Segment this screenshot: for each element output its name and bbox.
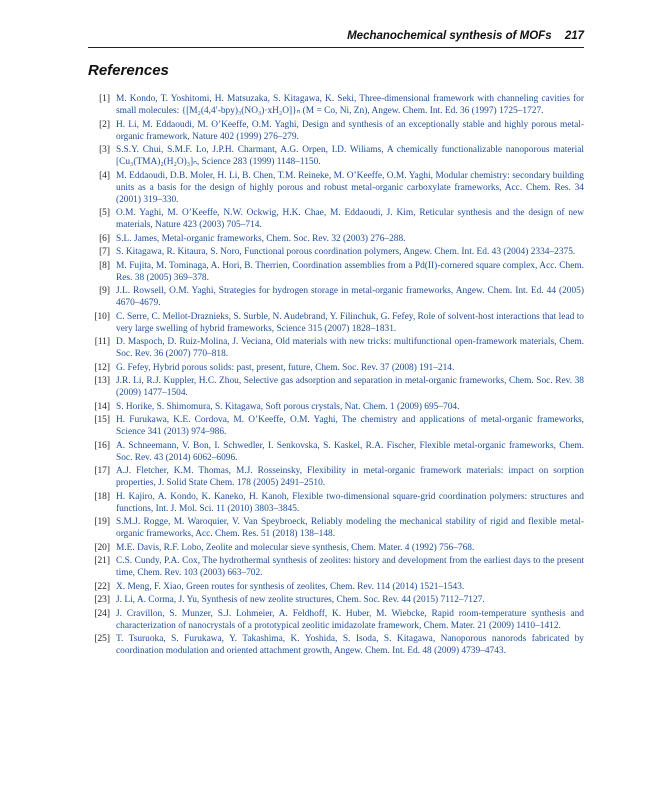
reference-number: [16] (94, 440, 110, 451)
reference-item (88, 260, 584, 284)
reference-number: [25] (94, 634, 110, 644)
reference-text[interactable]: M. Kondo, T. Yoshitomi, H. Matsuzaka, S. Kitagawa, K. Seki, Three-dimensional framework with channeling cavities for small molecules: {[M₂(4,4′-bpy)₃(NO₃)·xH₂O]}ₙ (M = Co, Ni, Zn), Angew. Chem. Int. Ed. 36 (1997) 1725–1727. (116, 94, 584, 116)
reference-item (88, 414, 584, 438)
reference-text[interactable]: H. Furukawa, K.E. Cordova, M. O’Keeffe, O.M. Yaghi, The chemistry and applications of metal-organic frameworks, Science 341 (2013) 974–986. (116, 415, 584, 437)
reference-text[interactable]: S.L. James, Metal-organic frameworks, Chem. Soc. Rev. 32 (2003) 276–288. (116, 233, 406, 244)
reference-item (88, 362, 584, 374)
reference-number: [10] (94, 311, 110, 322)
reference-text[interactable]: J.R. Li, R.J. Kuppler, H.C. Zhou, Selective gas adsorption and separation in metal-organic frameworks, Chem. Soc. Rev. 38 (2009) 1477–1504. (116, 376, 584, 398)
header-rule (88, 47, 584, 48)
reference-text[interactable]: S.S.Y. Chui, S.M.F. Lo, J.P.H. Charmant, A.G. Orpen, I.D. Wiliams, A chemically functionalizable nanoporous material [Cu₃(TMA)₂(H₂O)₃]ₙ, Science 283 (1999) 1148–1150. (116, 145, 584, 167)
reference-text[interactable]: A.J. Fletcher, K.M. Thomas, M.J. Rosseinsky, Flexibility in metal-organic framework materials: impact on sorption properties, J. Solid State Chem. 178 (2005) 2491–2510. (116, 466, 584, 488)
reference-number: [6] (99, 233, 110, 244)
reference-item (88, 633, 584, 657)
reference-number: [7] (99, 247, 110, 257)
reference-text[interactable]: X. Meng, F. Xiao, Green routes for synthesis of zeolites, Chem. Rev. 114 (2014) 1521–1543. (116, 581, 465, 592)
reference-number: [20] (94, 542, 110, 553)
reference-number: [17] (94, 466, 110, 476)
reference-text[interactable]: J. Li, A. Corma, J. Yu, Synthesis of new zeolite structures, Chem. Soc. Rev. 44 (2015) 7112–7127. (116, 595, 485, 605)
reference-number: [24] (94, 608, 110, 619)
reference-list (88, 93, 584, 659)
reference-number: [23] (94, 595, 110, 605)
reference-number: [14] (94, 401, 110, 412)
reference-number: [5] (99, 208, 110, 218)
reference-item (88, 516, 584, 540)
reference-text[interactable]: T. Tsuruoka, S. Furukawa, Y. Takashima, K. Yoshida, S. Isoda, S. Kitagawa, Nanoporous nanorods fabricated by coordination modulation and oriented attachment growth, Angew. Chem. Int. Ed. 48 (2009) 4739–4743. (116, 634, 584, 656)
reference-text[interactable]: C.S. Cundy, P.A. Cox, The hydrothermal synthesis of zeolites: history and development from the earliest days to the present time, Chem. Rev. 103 (2003) 663–702. (116, 556, 584, 578)
reference-item (88, 542, 584, 554)
reference-text[interactable]: S.M.J. Rogge, M. Waroquier, V. Van Speybroeck, Reliably modeling the mechanical stability of rigid and flexible metal-organic frameworks, Acc. Chem. Res. 51 (2018) 138–148. (116, 517, 584, 539)
reference-text[interactable]: S. Horike, S. Shimomura, S. Kitagawa, Soft porous crystals, Nat. Chem. 1 (2009) 695–704. (116, 401, 460, 412)
reference-number: [12] (94, 362, 110, 373)
reference-number: [22] (94, 581, 110, 592)
reference-item (88, 246, 584, 258)
reference-number: [3] (99, 145, 110, 155)
reference-text[interactable]: A. Schneemann, V. Bon, I. Schwedler, I. Senkovska, S. Kaskel, R.A. Fischer, Flexible metal-organic frameworks, Chem. Soc. Rev. 43 (2014) 6062–6096. (116, 440, 584, 463)
reference-text[interactable]: D. Maspoch, D. Ruiz-Molina, J. Veciana, Old materials with new tricks: multifunctional open-framework materials, Chem. Soc. Rev. 36 (2007) 770–818. (116, 337, 584, 359)
reference-item (88, 207, 584, 231)
section-title: References (88, 62, 169, 79)
reference-item (88, 440, 584, 464)
reference-number: [15] (94, 415, 110, 425)
reference-number: [8] (99, 260, 110, 271)
reference-text[interactable]: H. Kajiro, A. Kondo, K. Kaneko, H. Kanoh, Flexible two-dimensional square-grid coordination polymers: structures and functions, Int. J. Mol. Sci. 11 (2010) 3803–3845. (116, 491, 584, 514)
reference-text[interactable]: O.M. Yaghi, M. O’Keeffe, N.W. Ockwig, H.K. Chae, M. Eddaoudi, J. Kim, Reticular synthesis and the design of new materials, Nature 423 (2003) 705–714. (116, 208, 584, 230)
reference-item (88, 581, 584, 593)
reference-number: [11] (94, 337, 110, 347)
page-number: 217 (564, 30, 584, 42)
reference-number: [21] (94, 556, 110, 566)
reference-item (88, 491, 584, 515)
reference-number: [9] (99, 286, 110, 296)
reference-text[interactable]: G. Fefey, Hybrid porous solids: past, present, future, Chem. Soc. Rev. 37 (2008) 191–214. (116, 362, 455, 373)
reference-item (88, 555, 584, 579)
reference-number: [19] (94, 517, 110, 527)
reference-number: [13] (94, 376, 110, 386)
reference-text[interactable]: M. Fujita, M. Tominaga, A. Hori, B. Therrien, Coordination assemblies from a Pd(II)-cornered square complex, Acc. Chem. Res. 38 (2005) 369–378. (116, 260, 584, 283)
reference-text[interactable]: M. Eddaoudi, D.B. Moler, H. Li, B. Chen, T.M. Reineke, M. O’Keeffe, O.M. Yaghi, Modular chemistry: secondary building units as a basis for the design of highly porous and robust metal-organic carboxylate frameworks, Acc. Chem. Res. 34 (2001) 319–330. (116, 170, 584, 205)
reference-item (88, 170, 584, 206)
reference-text[interactable]: M.E. Davis, R.F. Lobo, Zeolite and molecular sieve synthesis, Chem. Mater. 4 (1992) 756–768. (116, 542, 475, 553)
reference-item (88, 93, 584, 117)
reference-item (88, 144, 584, 168)
reference-text[interactable]: J. Cravillon, S. Munzer, S.J. Lohmeier, A. Feldhoff, K. Huber, M. Wiebcke, Rapid room-temperature synthesis and characterization of nanocrystals of a prototypical zeolitic imidazolate framework, Chem. Mater. 21 (2009) 1410–1412. (116, 608, 584, 631)
reference-item (88, 311, 584, 335)
reference-number: [1] (99, 94, 110, 104)
reference-item (88, 336, 584, 360)
reference-number: [4] (99, 170, 110, 181)
reference-number: [2] (99, 119, 110, 130)
reference-text[interactable]: H. Li, M. Eddaoudi, M. O’Keeffe, O.M. Yaghi, Design and synthesis of an exceptionally stable and highly porous metal-organic framework, Nature 402 (1999) 276–279. (116, 119, 584, 142)
reference-item (88, 233, 584, 245)
reference-text[interactable]: J.L. Rowsell, O.M. Yaghi, Strategies for hydrogen storage in metal-organic frameworks, Angew. Chem. Int. Ed. 44 (2005) 4670–4679. (116, 286, 584, 308)
reference-item (88, 401, 584, 413)
reference-item (88, 465, 584, 489)
reference-item (88, 375, 584, 399)
reference-number: [18] (94, 491, 110, 502)
reference-item (88, 119, 584, 143)
reference-text[interactable]: S. Kitagawa, R. Kitaura, S. Noro, Functional porous coordination polymers, Angew. Chem. Int. Ed. 43 (2004) 2334–2375. (116, 247, 576, 257)
reference-text[interactable]: C. Serre, C. Mellot-Draznieks, S. Surble, N. Audebrand, Y. Filinchuk, G. Fefey, Role of solvent-host interactions that lead to very large swelling of hybrid frameworks, Science 315 (2007) 1828–1831. (116, 311, 584, 334)
running-title: Mechanochemical synthesis of MOFs (347, 30, 552, 42)
reference-item (88, 285, 584, 309)
reference-item (88, 608, 584, 632)
running-header (88, 30, 584, 42)
reference-item (88, 594, 584, 606)
